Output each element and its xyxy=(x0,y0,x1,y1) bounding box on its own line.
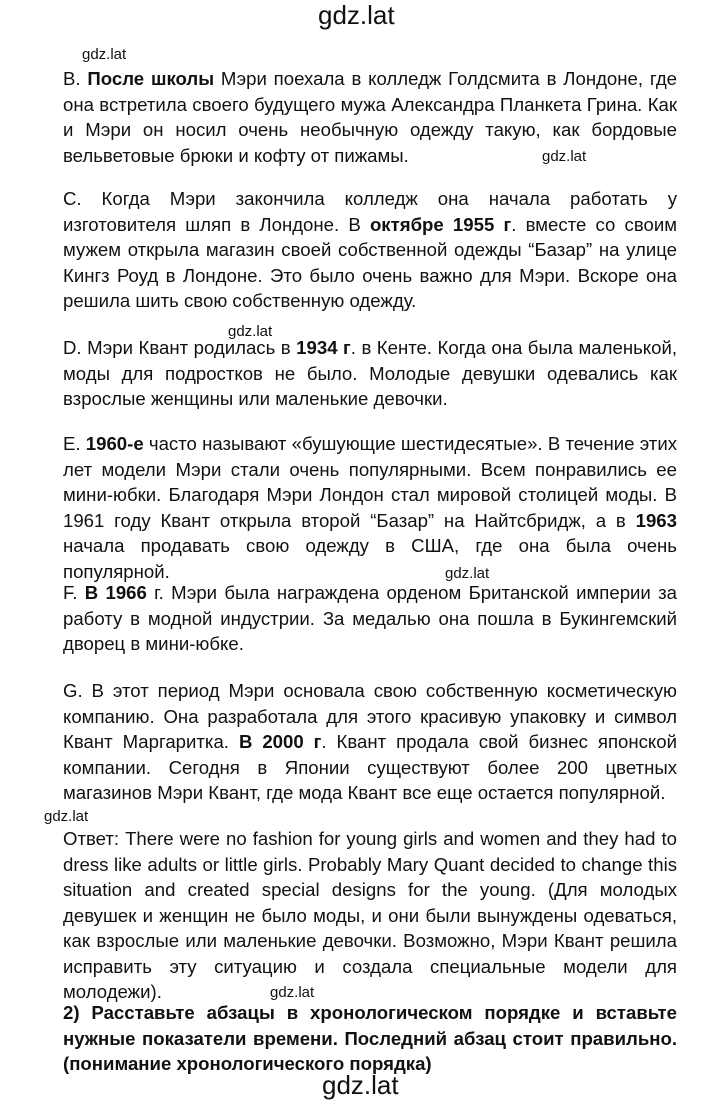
paragraph-bold: После школы xyxy=(87,68,215,89)
paragraph-text: Мэри поехала в колледж Голдсмита в Лондоне, где она встретила своего будущего мужа Александра Планкета Грина. Как и Мэри он носил очень необычную одежду такую, как бордовые вельветовые брюки и кофту от пижамы. xyxy=(63,68,678,166)
task-heading: 2) Расставьте абзацы в хронологическом порядке и вставьте нужные показатели времени. Последний абзац стоит правильно. (понимание хронологического порядка) xyxy=(63,1002,677,1074)
paragraph-bold: 1960-е xyxy=(85,433,144,454)
paragraph-c xyxy=(63,186,677,314)
paragraph-text: G. В этот период Мэри основала свою собственную косметическую компанию. Она разработала для этого красивую упаковку и символ Квант Маргаритка. xyxy=(63,680,677,752)
paragraph-text: начала продавать свою одежду в США, где она была очень популярной. xyxy=(63,535,677,582)
watermark: gdz.lat xyxy=(445,565,490,582)
watermark: gdz.lat xyxy=(44,808,89,825)
paragraph-text: г. Мэри была награждена орденом Британской империи за работу в модной индустрии. За медалью она пошла в Букингемский дворец в мини-юбке. xyxy=(63,582,677,654)
watermark: gdz.lat xyxy=(542,148,587,165)
paragraph-b xyxy=(63,66,677,168)
paragraph-f xyxy=(63,580,677,657)
paragraph-text: D. Мэри Квант родилась в xyxy=(63,337,297,358)
watermark-top: gdz.lat xyxy=(318,0,395,30)
paragraph-text: . в Кенте. Когда она была маленькой, моды для подростков не было. Молодые девушки одевались как взрослые женщины или маленькие девочки. xyxy=(63,337,678,409)
watermark-bottom: gdz.lat xyxy=(322,1070,399,1100)
watermark: gdz.lat xyxy=(270,984,315,1001)
paragraph-text: . вместе со своим мужем открыла магазин своей собственной одежды “Базар” на улице Кингз Роуд в Лондоне. Это было очень важно для Мэри. Вскоре она решила шить свою собственную одежду. xyxy=(63,213,678,311)
paragraph-text: C. Когда Мэри закончила колледж она начала работать у изготовителя шляп в Лондоне. В xyxy=(63,188,677,235)
paragraph-text: B. xyxy=(63,68,88,89)
paragraph-bold: В 1966 xyxy=(84,582,147,603)
paragraph-e xyxy=(63,431,677,584)
paragraph-bold: октябре 1955 г xyxy=(369,213,512,235)
paragraph-bold: 1963 xyxy=(635,509,677,531)
paragraph-bold: 1934 г xyxy=(296,337,351,358)
watermark: gdz.lat xyxy=(82,46,127,63)
paragraph-text: F. xyxy=(63,582,85,603)
paragraph-d xyxy=(63,335,677,412)
paragraph-bold: В 2000 г xyxy=(238,731,322,752)
paragraph-text: часто называют «бушующие шестидесятые». В течение этих лет модели Мэри стали очень популярными. Всем понравились ее мини-юбки. Благодаря Мэри Лондон стал мировой столицей моды. В 1961 году Квант открыла второй “Базар” на Найтсбридж, а в xyxy=(63,433,678,531)
paragraph-g xyxy=(63,678,677,806)
paragraph-text: . Квант продала свой бизнес японской компании. Сегодня в Японии существуют более 200 цветных магазинов Мэри Квант, где мода Квант все еще остается популярной. xyxy=(63,731,677,803)
watermark: gdz.lat xyxy=(228,323,273,340)
paragraph-text: E. xyxy=(63,433,86,454)
answer-paragraph: Ответ: There were no fashion for young girls and women and they had to dress like adults or little girls. Probably Mary Quant decided to change this situation and created special designs for the young. (Для молодых девушек и женщин не было моды, и они были вынуждены одеваться, как взрослые или маленькие девочки. Возможно, Мэри Квант решила исправить эту ситуацию и создала специальные модели для молодежи). xyxy=(63,828,677,1002)
